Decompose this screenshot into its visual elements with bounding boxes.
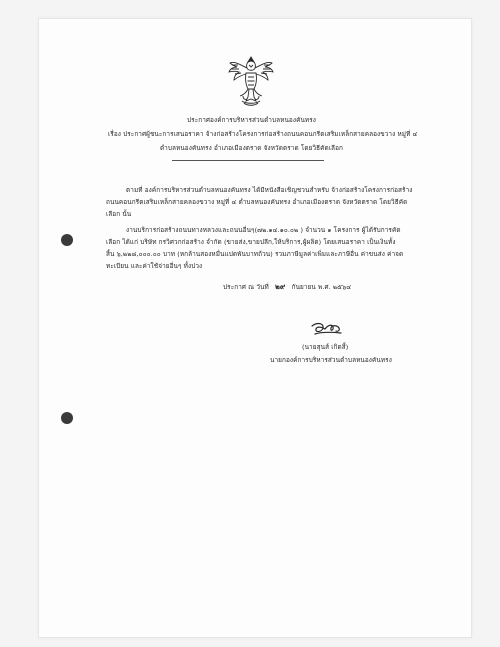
punch-hole-bottom	[61, 412, 73, 424]
paragraph-1-line-1: ตามที่ องค์การบริหารส่วนตำบลหนองคันทรง ได้มีหนังสือเชิญชวนสำหรับ จ้างก่อสร้างโครงการก่อสร้าง	[126, 186, 413, 194]
signatory-position: นายกองค์การบริหารส่วนตำบลหนองคันทรง	[270, 356, 392, 364]
paragraph-2-line-2: เลือก ได้แก่ บริษัท กรวิศวกก่อสร้าง จำกัด (ขายส่ง,ขายปลีก,ให้บริการ,ผู้ผลิต) โดยเสนอราคา เป็นเงินทั้ง	[106, 238, 396, 246]
document-page	[38, 18, 472, 638]
announcement-date-prefix: ประกาศ ณ วันที่	[223, 283, 269, 291]
paragraph-1-line-2: ถนนคอนกรีตเสริมเหล็กสายคลองขวาง หมู่ที่ ๔ ตำบลหนองคันทรง อำเภอเมืองตราด จังหวัดตราด โดยวิธีคัด	[106, 198, 408, 206]
paragraph-2-line-4: ทะเบียน และค่าใช้จ่ายอื่นๆ ทั้งปวง	[106, 262, 203, 270]
paragraph-2-line-3: สิ้น ๖,๒๒๘,๐๐๐.๐๐ บาท (หกล้านสองหมื่นแปดพันบาทถ้วน) รวมภาษีมูลค่าเพิ่มและภาษีอื่น ค่าขนส่ง ค่าจด	[106, 250, 404, 258]
announcement-date	[223, 283, 351, 290]
handwritten-signature	[309, 320, 345, 340]
subject-line-2: ตำบลหนองคันทรง อำเภอเมืองตราด จังหวัดตราด โดยวิธีคัดเลือก	[160, 144, 343, 152]
subject-line-1: เรื่อง ประกาศผู้ชนะการเสนอราคา จ้างก่อสร้างโครงการก่อสร้างถนนคอนกรีตเสริมเหล็กสายคลองขวาง หมู่ที่ ๔	[108, 130, 418, 138]
garuda-emblem-icon	[226, 53, 276, 109]
announcement-month-year: กันยายน พ.ศ. ๒๕๖๔	[291, 283, 352, 291]
announcement-day: ๒๙	[274, 282, 286, 291]
paragraph-1-line-3: เลือก นั้น	[106, 210, 132, 218]
punch-hole-top	[61, 234, 73, 246]
paragraph-2-line-1: งานบริการก่อสร้างถนนทางหลวงและถนนอื่นๆ(๗๒.๑๔.๑๐.๐๒ ) จำนวน ๑ โครงการ ผู้ได้รับการคัด	[126, 226, 401, 234]
header-divider	[172, 160, 324, 161]
signatory-name: (นายสุนส์ เกิดสิ้)	[302, 343, 349, 351]
organization-title: ประกาศองค์การบริหารส่วนตำบลหนองคันทรง	[187, 116, 316, 124]
